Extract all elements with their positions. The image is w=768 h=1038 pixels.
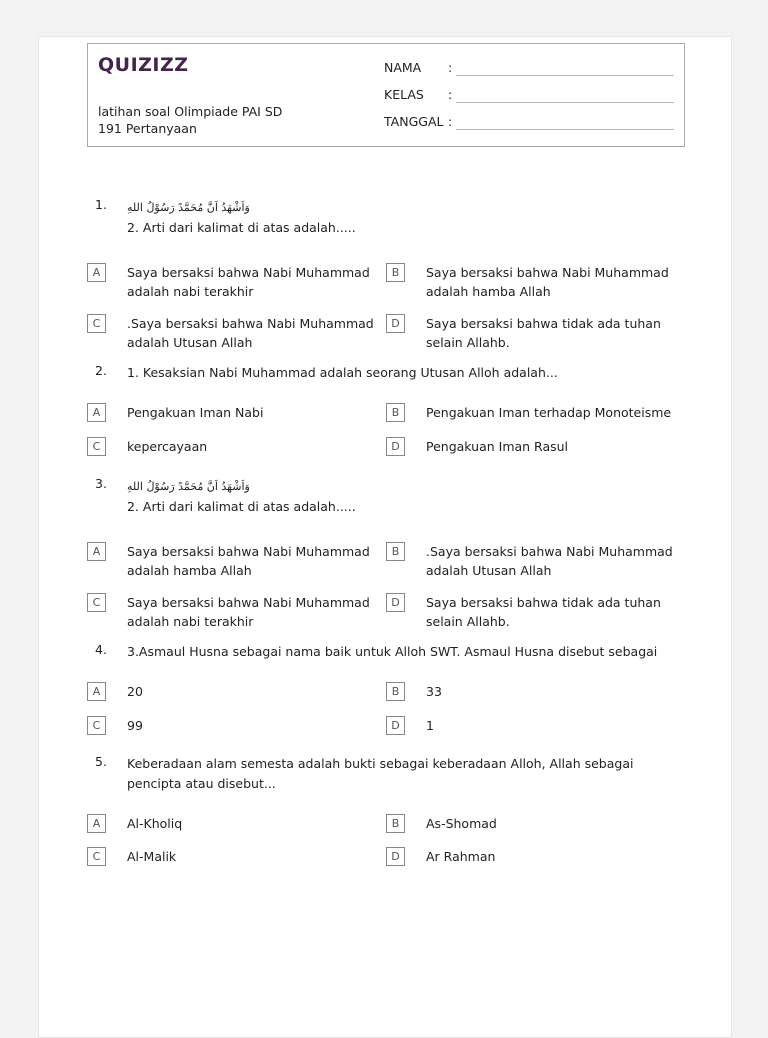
class-field bbox=[384, 87, 453, 102]
class-colon: : bbox=[448, 87, 453, 102]
arabic-text: وَاَشْهَدُ اَنَّ مُحَمَّدً رَسُوْلُ اللهِ bbox=[127, 201, 250, 214]
question-prompt: 3.Asmaul Husna sebagai nama baik untuk Alloh SWT. Asmaul Husna disebut sebagai bbox=[127, 644, 658, 659]
name-field bbox=[384, 60, 453, 75]
date-label: TANGGAL bbox=[384, 114, 444, 129]
question-prompt: 1. Kesaksian Nabi Muhammad adalah seorang Utusan Alloh adalah... bbox=[127, 365, 558, 380]
question-number: 2. bbox=[95, 363, 107, 378]
option-text: .Saya bersaksi bahwa Nabi Muhammad adalah Utusan Allah bbox=[426, 544, 673, 578]
question-number: 3. bbox=[95, 476, 107, 491]
option-letter: D bbox=[386, 847, 405, 866]
option-text: Saya bersaksi bahwa Nabi Muhammad adalah nabi terakhir bbox=[127, 595, 370, 629]
question-text bbox=[127, 197, 687, 238]
question-count: 191 Pertanyaan bbox=[98, 121, 197, 136]
question-prompt: 2. Arti dari kalimat di atas adalah..... bbox=[127, 499, 356, 514]
option-text: Pengakuan Iman Rasul bbox=[426, 439, 569, 454]
option-letter: D bbox=[386, 716, 405, 735]
option-text: Saya bersaksi bahwa tidak ada tuhan selain Allahb. bbox=[426, 316, 661, 350]
option-letter: A bbox=[87, 814, 106, 833]
option-letter: B bbox=[386, 263, 405, 282]
date-line bbox=[456, 129, 674, 130]
question-text bbox=[127, 476, 687, 517]
question-prompt: Keberadaan alam semesta adalah bukti sebagai keberadaan Alloh, Allah sebagai pencipta atau disebut... bbox=[127, 756, 634, 791]
name-line bbox=[456, 75, 674, 76]
option-letter: B bbox=[386, 403, 405, 422]
option-letter: C bbox=[87, 314, 106, 333]
date-colon: : bbox=[448, 114, 453, 129]
option-letter: C bbox=[87, 847, 106, 866]
option-text: Saya bersaksi bahwa Nabi Muhammad adalah hamba Allah bbox=[426, 265, 669, 299]
option-letter: C bbox=[87, 716, 106, 735]
date-field bbox=[384, 114, 453, 129]
option-letter: D bbox=[386, 593, 405, 612]
option-text: Saya bersaksi bahwa Nabi Muhammad adalah nabi terakhir bbox=[127, 265, 370, 299]
option-letter: B bbox=[386, 542, 405, 561]
option-letter: A bbox=[87, 263, 106, 282]
option-text: Saya bersaksi bahwa tidak ada tuhan selain Allahb. bbox=[426, 595, 661, 629]
option-letter: B bbox=[386, 682, 405, 701]
option-text: Al-Malik bbox=[127, 849, 177, 864]
question-number: 5. bbox=[95, 754, 107, 769]
option-letter: C bbox=[87, 593, 106, 612]
class-label: KELAS bbox=[384, 87, 424, 102]
question-prompt: 2. Arti dari kalimat di atas adalah..... bbox=[127, 220, 356, 235]
quiz-title: latihan soal Olimpiade PAI SD bbox=[98, 104, 283, 119]
option-letter: D bbox=[386, 437, 405, 456]
option-text: .Saya bersaksi bahwa Nabi Muhammad adalah Utusan Allah bbox=[127, 316, 374, 350]
option-text: 20 bbox=[127, 684, 143, 699]
name-label: NAMA bbox=[384, 60, 422, 75]
class-line bbox=[456, 102, 674, 103]
option-letter: C bbox=[87, 437, 106, 456]
option-text: 1 bbox=[426, 718, 434, 733]
option-text: Pengakuan Iman Nabi bbox=[127, 405, 264, 420]
option-text: kepercayaan bbox=[127, 439, 208, 454]
option-text: Ar Rahman bbox=[426, 849, 496, 864]
question-number: 1. bbox=[95, 197, 107, 212]
option-letter: D bbox=[386, 314, 405, 333]
question-number: 4. bbox=[95, 642, 107, 657]
option-text: 99 bbox=[127, 718, 143, 733]
option-text: As-Shomad bbox=[426, 816, 497, 831]
option-text: Saya bersaksi bahwa Nabi Muhammad adalah hamba Allah bbox=[127, 544, 370, 578]
worksheet-page bbox=[38, 36, 732, 1038]
option-text: Al-Kholiq bbox=[127, 816, 183, 831]
option-letter: B bbox=[386, 814, 405, 833]
name-colon: : bbox=[448, 60, 453, 75]
quizizz-logo: QUIZIZZ bbox=[98, 54, 189, 76]
option-text: 33 bbox=[426, 684, 442, 699]
arabic-text: وَاَشْهَدُ اَنَّ مُحَمَّدً رَسُوْلُ اللهِ bbox=[127, 480, 250, 493]
option-text: Pengakuan Iman terhadap Monoteisme bbox=[426, 405, 672, 420]
option-letter: A bbox=[87, 682, 106, 701]
worksheet-header bbox=[87, 43, 685, 147]
option-letter: A bbox=[87, 403, 106, 422]
option-letter: A bbox=[87, 542, 106, 561]
